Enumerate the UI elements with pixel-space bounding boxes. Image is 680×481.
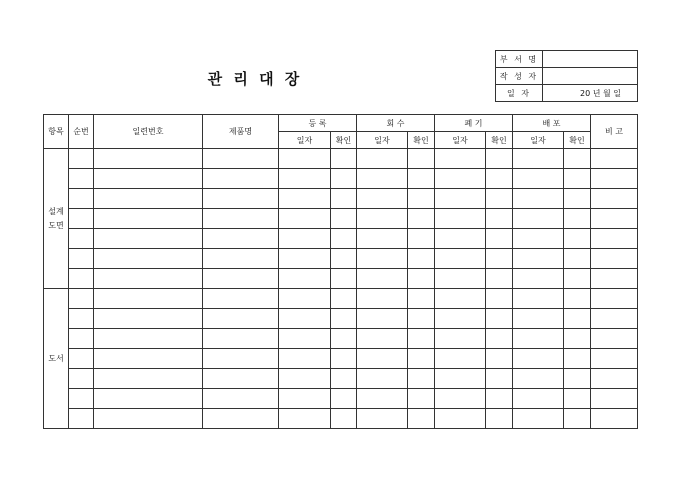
table-cell[interactable] [357, 329, 408, 349]
table-cell[interactable] [69, 389, 94, 409]
table-cell[interactable] [591, 209, 638, 229]
table-cell[interactable] [69, 369, 94, 389]
table-cell[interactable] [513, 309, 564, 329]
table-cell[interactable] [279, 309, 331, 329]
date-value[interactable]: 20 년 월 일 [543, 85, 638, 102]
table-row [44, 389, 638, 409]
table-row [44, 369, 638, 389]
table-cell[interactable] [591, 249, 638, 269]
table-cell[interactable] [94, 209, 203, 229]
table-cell[interactable] [408, 249, 435, 269]
table-cell[interactable] [408, 289, 435, 309]
table-cell[interactable] [331, 249, 357, 269]
table-cell[interactable] [486, 169, 513, 189]
table-cell[interactable] [408, 309, 435, 329]
table-cell[interactable] [564, 349, 591, 369]
table-cell[interactable] [564, 369, 591, 389]
table-cell[interactable] [279, 369, 331, 389]
table-cell[interactable] [513, 269, 564, 289]
table-cell[interactable] [203, 329, 279, 349]
table-cell[interactable] [94, 409, 203, 429]
table-row [44, 309, 638, 329]
table-cell[interactable] [203, 409, 279, 429]
table-cell[interactable] [486, 249, 513, 269]
table-cell[interactable] [203, 149, 279, 169]
table-row [44, 149, 638, 169]
table-cell[interactable] [486, 289, 513, 309]
table-cell[interactable] [69, 409, 94, 429]
table-cell[interactable] [408, 209, 435, 229]
table-cell[interactable] [279, 249, 331, 269]
table-cell[interactable] [591, 189, 638, 209]
table-cell[interactable] [69, 229, 94, 249]
page-title: 관 리 대 장 [207, 70, 303, 88]
table-cell[interactable] [279, 269, 331, 289]
table-cell[interactable] [69, 269, 94, 289]
table-cell[interactable] [591, 149, 638, 169]
col-distribute: 배 포 [513, 115, 591, 132]
table-cell[interactable] [513, 289, 564, 309]
table-cell[interactable] [331, 229, 357, 249]
table-cell[interactable] [94, 369, 203, 389]
table-row [44, 189, 638, 209]
table-cell[interactable] [564, 309, 591, 329]
col-distribute-date: 일자 [513, 132, 564, 149]
table-cell[interactable] [69, 289, 94, 309]
group-label [44, 289, 69, 429]
table-cell[interactable] [408, 389, 435, 409]
table-cell[interactable] [435, 389, 486, 409]
table-cell[interactable] [331, 389, 357, 409]
table-cell[interactable] [94, 189, 203, 209]
table-cell[interactable] [486, 269, 513, 289]
col-distribute-confirm: 확인 [564, 132, 591, 149]
register-table [43, 114, 638, 429]
table-cell[interactable] [357, 309, 408, 329]
table-cell[interactable] [486, 329, 513, 349]
table-cell[interactable] [591, 389, 638, 409]
table-cell[interactable] [203, 169, 279, 189]
table-cell[interactable] [279, 409, 331, 429]
table-cell[interactable] [513, 229, 564, 249]
table-cell[interactable] [486, 149, 513, 169]
table-cell[interactable] [513, 169, 564, 189]
table-cell[interactable] [564, 169, 591, 189]
table-cell[interactable] [513, 369, 564, 389]
col-register-confirm: 확인 [331, 132, 357, 149]
table-cell[interactable] [591, 329, 638, 349]
table-cell[interactable] [69, 169, 94, 189]
table-cell[interactable] [513, 249, 564, 269]
group-label-line: 설계 [48, 206, 64, 216]
table-cell[interactable] [591, 229, 638, 249]
col-seq: 순번 [69, 115, 94, 149]
table-cell[interactable] [591, 349, 638, 369]
col-product: 제품명 [203, 115, 279, 149]
table-cell[interactable] [435, 189, 486, 209]
table-cell[interactable] [69, 309, 94, 329]
col-dispose: 폐 기 [435, 115, 513, 132]
table-cell[interactable] [203, 189, 279, 209]
table-cell[interactable] [279, 329, 331, 349]
table-cell[interactable] [564, 409, 591, 429]
table-cell[interactable] [486, 369, 513, 389]
table-cell[interactable] [591, 269, 638, 289]
table-row [44, 229, 638, 249]
table-cell[interactable] [94, 309, 203, 329]
table-cell[interactable] [279, 229, 331, 249]
table-cell[interactable] [357, 149, 408, 169]
table-cell[interactable] [94, 329, 203, 349]
col-recall-confirm: 확인 [408, 132, 435, 149]
table-cell[interactable] [331, 409, 357, 429]
table-cell[interactable] [279, 189, 331, 209]
col-serial: 일련번호 [94, 115, 203, 149]
table-cell[interactable] [486, 309, 513, 329]
author-label: 작 성 자 [496, 68, 543, 85]
table-cell[interactable] [513, 389, 564, 409]
table-cell[interactable] [357, 349, 408, 369]
approval-row [496, 85, 638, 102]
col-register: 등 록 [279, 115, 357, 132]
table-cell[interactable] [591, 309, 638, 329]
table-cell[interactable] [513, 189, 564, 209]
table-cell[interactable] [94, 289, 203, 309]
table-cell[interactable] [513, 409, 564, 429]
table-cell[interactable] [279, 349, 331, 369]
table-cell[interactable] [94, 249, 203, 269]
table-cell[interactable] [486, 209, 513, 229]
table-cell[interactable] [331, 309, 357, 329]
table-cell[interactable] [564, 289, 591, 309]
table-cell[interactable] [94, 169, 203, 189]
table-cell[interactable] [513, 349, 564, 369]
table-cell[interactable] [513, 149, 564, 169]
table-cell[interactable] [69, 189, 94, 209]
header-row [44, 115, 638, 132]
table-cell[interactable] [69, 329, 94, 349]
table-cell[interactable] [357, 289, 408, 309]
table-cell[interactable] [279, 289, 331, 309]
table-cell[interactable] [203, 389, 279, 409]
group-label-line: 도면 [48, 220, 64, 230]
table-cell[interactable] [408, 169, 435, 189]
col-recall: 회 수 [357, 115, 435, 132]
table-cell[interactable] [69, 209, 94, 229]
table-cell[interactable] [435, 149, 486, 169]
approval-row [496, 51, 638, 68]
table-cell[interactable] [591, 169, 638, 189]
table-cell[interactable] [331, 209, 357, 229]
approval-box [495, 50, 638, 102]
table-cell[interactable] [331, 369, 357, 389]
table-cell[interactable] [69, 249, 94, 269]
col-remark: 비 고 [591, 115, 638, 149]
table-cell[interactable] [357, 409, 408, 429]
table-cell[interactable] [357, 209, 408, 229]
table-cell[interactable] [435, 209, 486, 229]
table-row [44, 209, 638, 229]
table-cell[interactable] [331, 349, 357, 369]
col-dispose-confirm: 확인 [486, 132, 513, 149]
table-cell[interactable] [331, 189, 357, 209]
table-row [44, 349, 638, 369]
table-cell[interactable] [564, 229, 591, 249]
table-cell[interactable] [203, 229, 279, 249]
table-cell[interactable] [564, 149, 591, 169]
table-cell[interactable] [435, 269, 486, 289]
table-cell[interactable] [279, 389, 331, 409]
table-cell[interactable] [486, 389, 513, 409]
table-cell[interactable] [94, 229, 203, 249]
table-row [44, 269, 638, 289]
table-cell[interactable] [435, 349, 486, 369]
table-cell[interactable] [331, 289, 357, 309]
table-row [44, 169, 638, 189]
table-cell[interactable] [513, 209, 564, 229]
table-cell[interactable] [408, 269, 435, 289]
table-cell[interactable] [357, 269, 408, 289]
table-cell[interactable] [203, 289, 279, 309]
table-cell[interactable] [564, 189, 591, 209]
table-row [44, 409, 638, 429]
author-value[interactable] [543, 68, 638, 85]
table-cell[interactable] [408, 229, 435, 249]
table-cell[interactable] [203, 349, 279, 369]
table-cell[interactable] [357, 389, 408, 409]
table-cell[interactable] [486, 409, 513, 429]
col-dispose-date: 일자 [435, 132, 486, 149]
table-cell[interactable] [435, 249, 486, 269]
table-cell[interactable] [279, 209, 331, 229]
table-cell[interactable] [435, 169, 486, 189]
dept-label: 부 서 명 [496, 51, 543, 68]
table-cell[interactable] [408, 369, 435, 389]
table-cell[interactable] [94, 269, 203, 289]
table-cell[interactable] [331, 329, 357, 349]
table-row [44, 289, 638, 309]
table-cell[interactable] [94, 389, 203, 409]
table-cell[interactable] [486, 349, 513, 369]
date-label: 일 자 [496, 85, 543, 102]
table-cell[interactable] [486, 229, 513, 249]
table-cell[interactable] [564, 269, 591, 289]
table-cell[interactable] [69, 149, 94, 169]
table-cell[interactable] [564, 389, 591, 409]
table-cell[interactable] [357, 169, 408, 189]
table-cell[interactable] [331, 169, 357, 189]
table-row [44, 249, 638, 269]
table-cell[interactable] [331, 269, 357, 289]
table-cell[interactable] [357, 229, 408, 249]
table-cell[interactable] [564, 329, 591, 349]
table-row [44, 329, 638, 349]
table-cell[interactable] [435, 289, 486, 309]
table-cell[interactable] [435, 309, 486, 329]
table-cell[interactable] [94, 349, 203, 369]
table-cell[interactable] [435, 329, 486, 349]
table-cell[interactable] [279, 149, 331, 169]
table-cell[interactable] [203, 269, 279, 289]
col-item: 항목 [44, 115, 69, 149]
table-cell[interactable] [203, 209, 279, 229]
table-cell[interactable] [203, 309, 279, 329]
table-cell[interactable] [591, 289, 638, 309]
table-cell[interactable] [591, 409, 638, 429]
table-cell[interactable] [408, 189, 435, 209]
table-cell[interactable] [357, 369, 408, 389]
table-cell[interactable] [408, 409, 435, 429]
table-cell[interactable] [203, 369, 279, 389]
table-cell[interactable] [591, 369, 638, 389]
group-label-line: 도서 [48, 353, 64, 363]
table-cell[interactable] [435, 369, 486, 389]
table-cell[interactable] [408, 149, 435, 169]
table-cell[interactable] [279, 169, 331, 189]
table-cell[interactable] [357, 249, 408, 269]
col-recall-date: 일자 [357, 132, 408, 149]
approval-row [496, 68, 638, 85]
table-cell[interactable] [331, 149, 357, 169]
table-cell[interactable] [408, 349, 435, 369]
table-cell[interactable] [513, 329, 564, 349]
dept-value[interactable] [543, 51, 638, 68]
table-cell[interactable] [69, 349, 94, 369]
col-register-date: 일자 [279, 132, 331, 149]
table-cell[interactable] [435, 409, 486, 429]
table-cell[interactable] [486, 189, 513, 209]
table-cell[interactable] [94, 149, 203, 169]
group-label [44, 149, 69, 289]
table-cell[interactable] [435, 229, 486, 249]
table-cell[interactable] [408, 329, 435, 349]
table-cell[interactable] [357, 189, 408, 209]
table-cell[interactable] [564, 209, 591, 229]
table-cell[interactable] [564, 249, 591, 269]
table-cell[interactable] [203, 249, 279, 269]
